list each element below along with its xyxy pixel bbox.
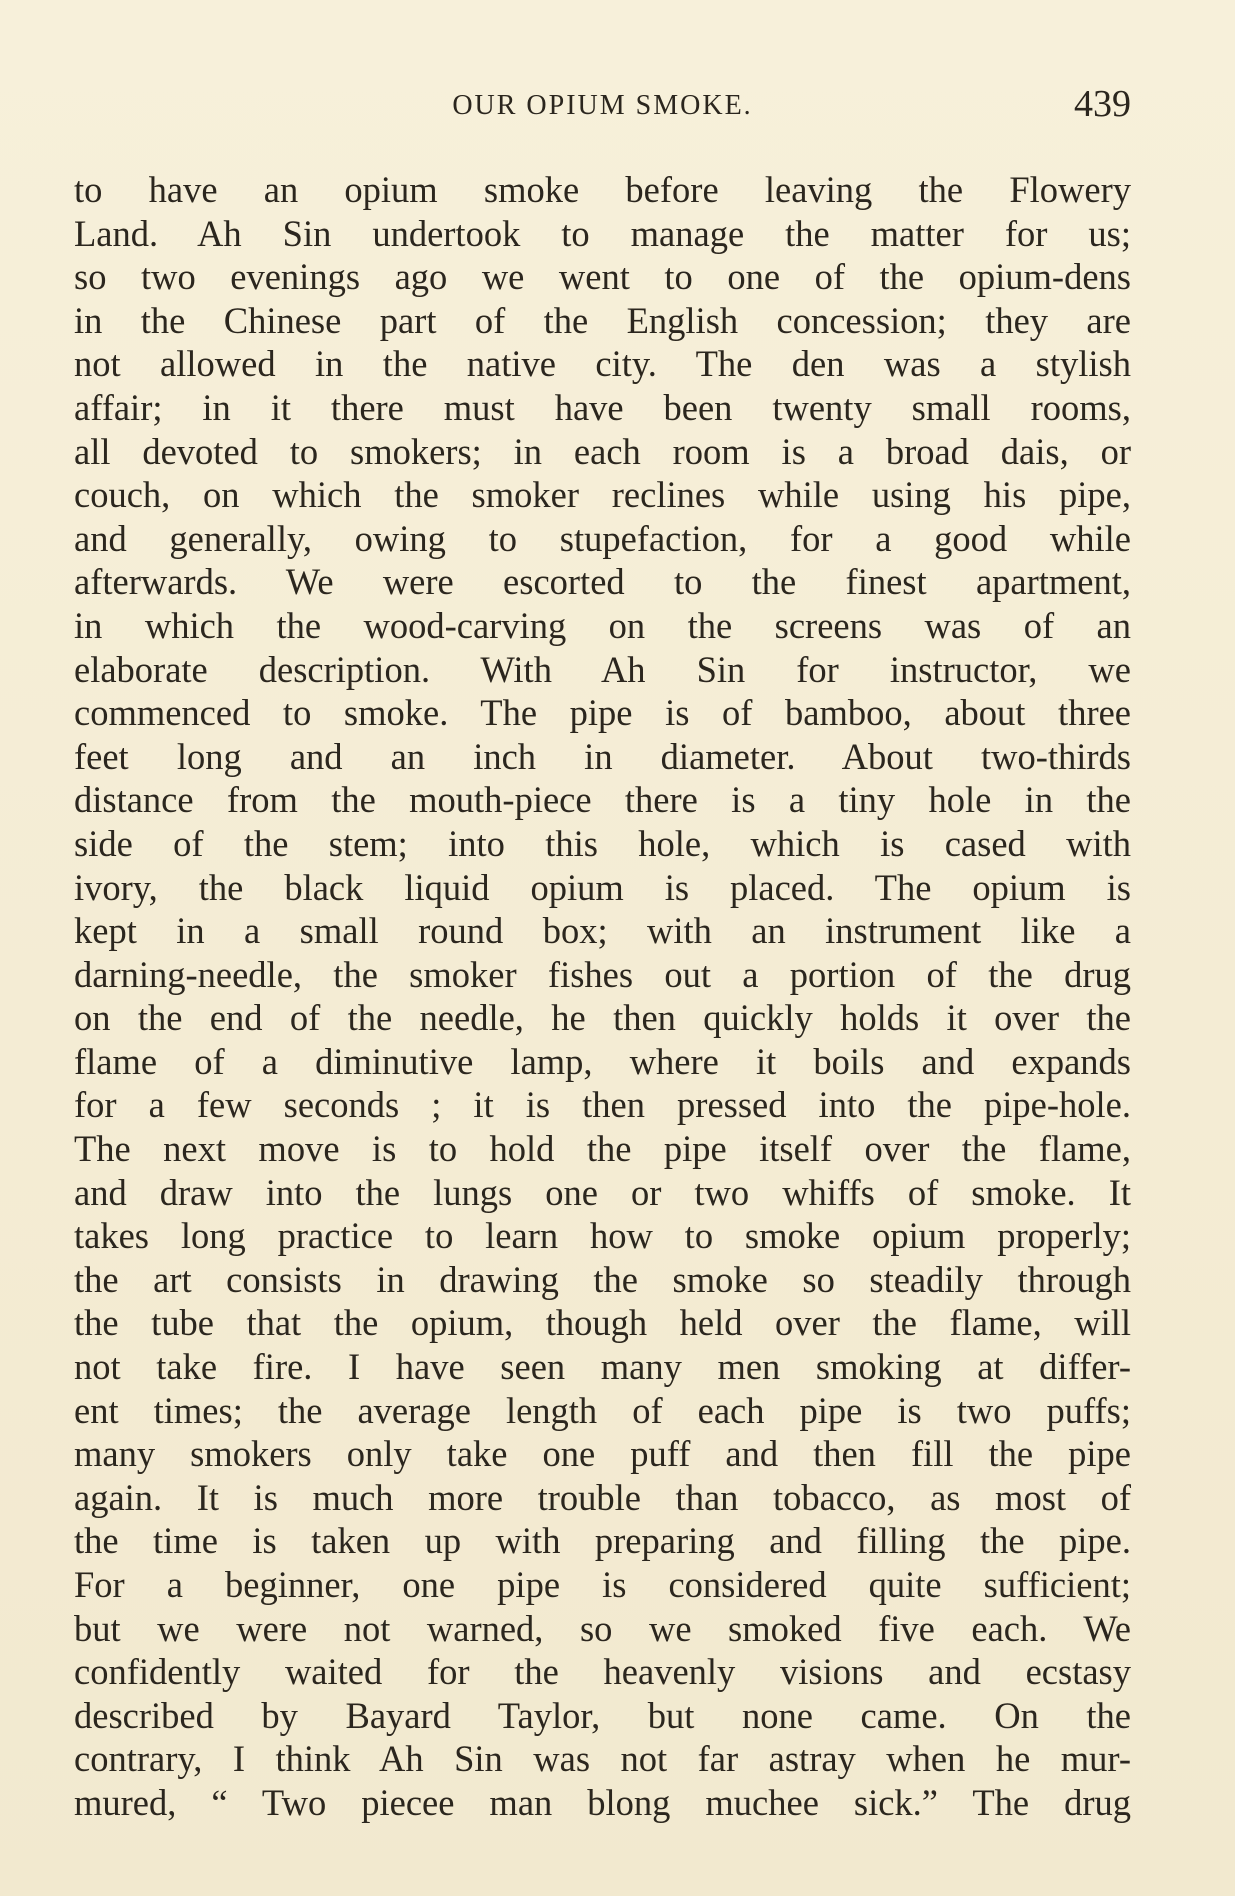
text-line: ivory, the black liquid opium is placed. The opium is bbox=[74, 866, 1131, 908]
body-text bbox=[74, 168, 1131, 1825]
text-line: the art consists in drawing the smoke so steadily through bbox=[74, 1258, 1131, 1300]
text-line: not allowed in the native city. The den was a stylish bbox=[74, 343, 1131, 385]
text-line: affair; in it there must have been twenty small rooms, bbox=[74, 386, 1131, 428]
text-line: on the end of the needle, he then quickly holds it over the bbox=[74, 997, 1131, 1039]
text-line: in which the wood-carving on the screens was of an bbox=[74, 604, 1131, 646]
text-line: in the Chinese part of the English concession; they are bbox=[74, 299, 1131, 341]
text-line: distance from the mouth-piece there is a tiny hole in the bbox=[74, 779, 1131, 821]
text-line: takes long practice to learn how to smoke opium properly; bbox=[74, 1215, 1131, 1257]
text-line: Land. Ah Sin undertook to manage the matter for us; bbox=[74, 212, 1131, 254]
text-line: for a few seconds ; it is then pressed into the pipe-hole. bbox=[74, 1084, 1131, 1126]
text-line: described by Bayard Taylor, but none came. On the bbox=[74, 1694, 1131, 1736]
page-number: 439 bbox=[1074, 83, 1131, 125]
text-line: so two evenings ago we went to one of the opium-dens bbox=[74, 256, 1131, 298]
text-line: many smokers only take one puff and then fill the pipe bbox=[74, 1433, 1131, 1475]
text-line: confidently waited for the heavenly visions and ecstasy bbox=[74, 1651, 1131, 1693]
text-line: all devoted to smokers; in each room is a broad dais, or bbox=[74, 430, 1131, 472]
text-line: couch, on which the smoker reclines while using his pipe, bbox=[74, 474, 1131, 516]
text-line: darning-needle, the smoker fishes out a portion of the drug bbox=[74, 953, 1131, 995]
text-line: and generally, owing to stupefaction, for a good while bbox=[74, 517, 1131, 559]
text-line: kept in a small round box; with an instrument like a bbox=[74, 910, 1131, 952]
running-title: OUR OPIUM SMOKE. bbox=[452, 90, 753, 121]
text-line: contrary, I think Ah Sin was not far astray when he mur- bbox=[74, 1738, 1131, 1780]
text-line: For a beginner, one pipe is considered quite sufficient; bbox=[74, 1564, 1131, 1605]
text-line: commenced to smoke. The pipe is of bamboo, about three bbox=[74, 692, 1131, 734]
text-line: but we were not warned, so we smoked five each. We bbox=[74, 1607, 1131, 1649]
text-line: not take fire. I have seen many men smoking at differ- bbox=[74, 1346, 1131, 1388]
text-line: afterwards. We were escorted to the finest apartment, bbox=[74, 561, 1131, 603]
text-line: elaborate description. With Ah Sin for instructor, we bbox=[74, 648, 1131, 690]
text-line: the tube that the opium, though held over the flame, will bbox=[74, 1302, 1131, 1344]
text-line: again. It is much more trouble than tobacco, as most of bbox=[74, 1476, 1131, 1518]
text-line: to have an opium smoke before leaving the Flowery bbox=[74, 169, 1131, 210]
text-line: and draw into the lungs one or two whiffs of smoke. It bbox=[74, 1171, 1131, 1213]
text-line: feet long and an inch in diameter. About two-thirds bbox=[74, 735, 1131, 777]
text-line: The next move is to hold the pipe itself over the flame, bbox=[74, 1128, 1131, 1170]
text-line: the time is taken up with preparing and filling the pipe. bbox=[74, 1520, 1131, 1562]
text-line: mured, “ Two piecee man blong muchee sick.” The drug bbox=[74, 1781, 1131, 1823]
text-line: flame of a diminutive lamp, where it boils and expands bbox=[74, 1040, 1131, 1082]
text-line: ent times; the average length of each pipe is two puffs; bbox=[74, 1389, 1131, 1431]
running-head bbox=[74, 83, 1131, 126]
text-line: side of the stem; into this hole, which is cased with bbox=[74, 822, 1131, 864]
